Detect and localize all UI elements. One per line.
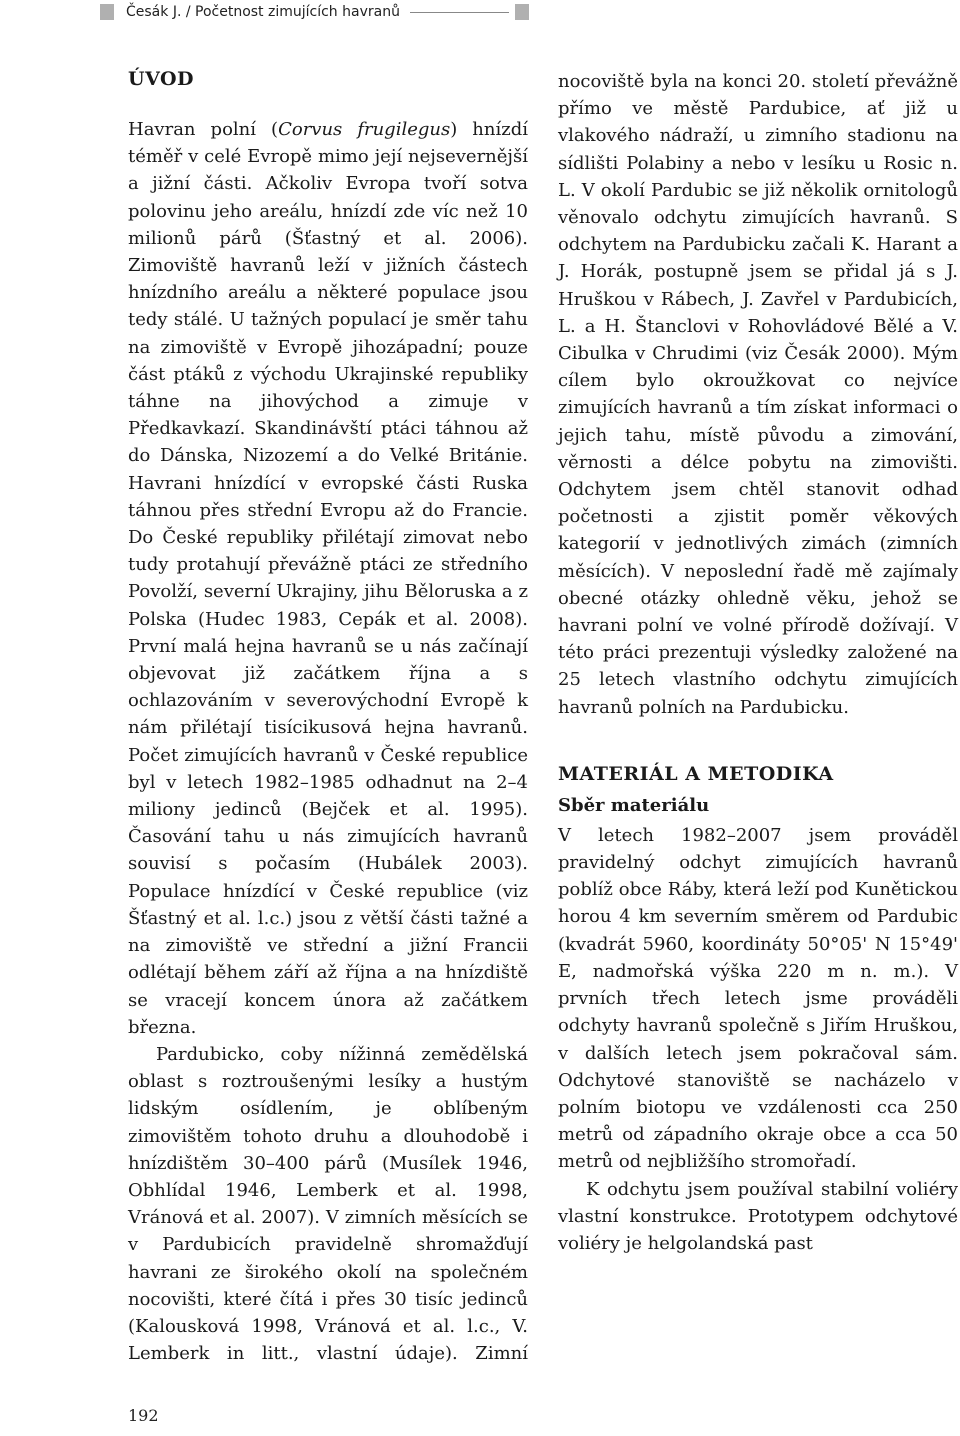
intro-p1-before: Havran polní (: [128, 119, 279, 140]
running-title: Česák J. / Početnost zimujících havranů: [126, 4, 400, 20]
left-column: [128, 60, 528, 1367]
running-header: [100, 0, 529, 24]
methods-paragraph-2: K odchytu jsem používal stabilní voliéry vlastní konstrukce. Prototypem odchytové voliéry je helgolandská past: [558, 1178, 958, 1254]
intro-paragraph-2-continued: nocoviště byla na konci 20. století převážně přímo ve městě Pardubice, ať již u vlakového nádraží, u zimního stadionu na sídlišti Polabiny a nebo v lesíku u Rosic n. L. V okolí Pardubic se již několik ornitologů věnovalo odchytu zimujících havranů. S odchytem na Pardubicku začali K. Harant a J. Horák, postupně jsem se přidal já s J. Hruškou v Rábech, J. Zavřel v Pardubicích, L. a H. Štanclovi v Rohovládové Bělé a V. Cibulka v Chrudimi (viz Česák 2000). Mým cílem bylo okroužkovat co nejvíce zimujících havranů a tím získat informaci o jejich tahu, místě původu a zimování, věrnosti a délce pobytu na zimovišti. Odchytem jsem chtěl stanovit odhad početnosti a zjistit poměr věkových kategorií v jednotlivých zimách (zimních měsících). V neposlední řadě mě zajímaly obecné otázky ohledně věku, jehož se havrani polní ve volné přírodě dožívají. V této práci prezentuji výsledky založené na 25 letech vlastního odchytu zimujících havranů polních na Pardubicku.: [558, 71, 958, 718]
header-marker-left: [100, 4, 114, 20]
intro-paragraph-2: Pardubicko, coby nížinná zemědělská oblast s roztroušenými lesíky a hustým lidským osídlením, je oblíbeným zimovištěm tohoto druhu a dlouhodobě i hnízdištěm 30–400 párů (Musílek 1946, Obhlídal 1946, Lemberk et al. 1998, Vránová et al. 2007). V zimních měsících se v Pardubicích pravidelně shromažďují havrani ze širokého okolí na společném nocovišti, které čítá i přes 30 tisíc jedinců (Kalousková 1998, Vránová et al. l.c., V. Lemberk in litt., vlastní údaje). Zimní: [128, 1043, 528, 1365]
header-marker-right: [515, 4, 529, 20]
page-number: 192: [128, 1406, 159, 1425]
species-latin-name: Corvus frugilegus: [278, 119, 451, 140]
intro-p1-after: ) hnízdí téměř v celé Evropě mimo její nejsevernější a jižní části. Ačkoliv Evropa tvoří sotva polovinu jeho areálu, hnízdí zde víc než 10 milionů párů (Šťastný et al. 2006). Zimoviště havranů leží v jižních částech hnízdního areálu a některé populace jsou tedy stálé. U tažných populací je směr tahu na zimoviště v Evropě jihozápadní; pouze část ptáků z východu Ukrajinské republiky táhne na jihovýchod a zimuje v Předkavkazí. Skandinávští ptáci táhnou až do Dánska, Nizozemí a do Velké Británie. Havrani hnízdící v evropské části Ruska táhnou přes střední Evropu až do Francie. Do České republiky přilétají zimovat nebo tudy protahují převážně ptáci ze středního Povolží, severní Ukrajiny, jihu Běloruska a z Polska (Hudec 1983, Cepák et al. 2008). První malá hejna havranů se u nás začínají objevovat již začátkem října a s ochlazováním v severovýchodní Evropě k nám přilétají tisícikusová hejna havranů. Počet zimujících havranů v České republice byl v letech 1982–1985 odhadnut na 2–4 miliony jedinců (Bejček et al. 1995). Časování tahu u nás zimujících havranů souvisí s počasím (Hubálek 2003). Populace hnízdící v České republice (viz Šťastný et al. l.c.) jsou z větší části tažné a na zimoviště ve střední a jižní Francii odlétají během září až října a na hnízdiště se vracejí koncem února až začátkem března.: [128, 119, 528, 1038]
header-rule: [410, 12, 509, 13]
methods-subheading: Sběr materiálu: [558, 794, 710, 816]
intro-heading: ÚVOD: [128, 68, 195, 90]
intro-paragraph-1: [128, 116, 528, 1041]
right-column: [558, 68, 958, 1257]
methods-heading: MATERIÁL A METODIKA: [558, 762, 834, 785]
methods-paragraph-1: V letech 1982–2007 jsem prováděl pravidelný odchyt zimujících havranů poblíž obce Ráby, která leží pod Kunětickou horou 4 km severním směrem od Pardubic (kvadrát 5960, koordináty 50°05' N 15°49' E, nadmořská výška 220 m n. m.). V prvních třech letech jsme prováděli odchyty havranů společně s Jiřím Hruškou, v dalších letech jsem pokračoval sám. Odchytové stanoviště se nacházelo v polním biotopu ve vzdálenosti cca 250 metrů od západního okraje obce a cca 50 metrů od nejbližšího stromořadí.: [558, 824, 958, 1173]
